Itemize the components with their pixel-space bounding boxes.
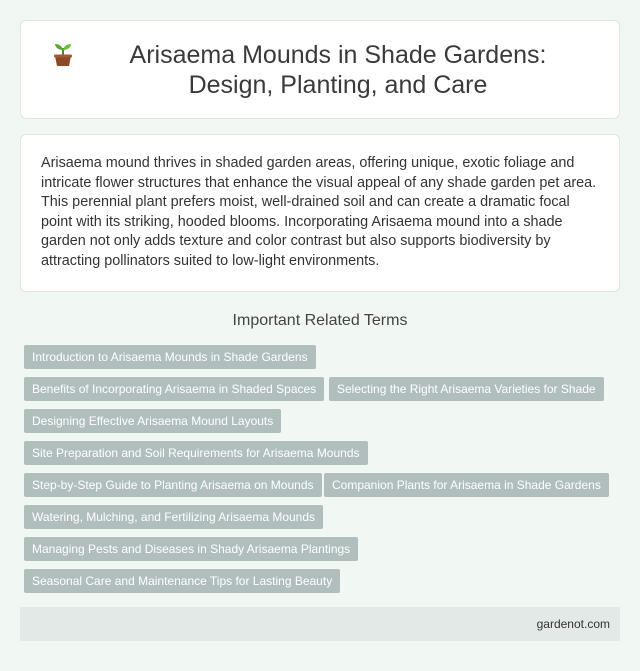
related-term-tag[interactable]: Benefits of Incorporating Arisaema in Shaded Spaces — [24, 377, 324, 401]
related-term-tag[interactable]: Introduction to Arisaema Mounds in Shade Gardens — [24, 345, 316, 369]
related-terms-heading: Important Related Terms — [232, 312, 408, 329]
related-term-tag[interactable]: Step-by-Step Guide to Planting Arisaema on Mounds — [24, 473, 322, 497]
title-row — [52, 40, 588, 100]
related-term-tag[interactable]: Selecting the Right Arisaema Varieties for Shade — [329, 377, 604, 401]
seedling-icon — [52, 42, 74, 68]
related-term-tag[interactable]: Managing Pests and Diseases in Shady Arisaema Plantings — [24, 537, 358, 561]
footer — [20, 607, 620, 641]
related-term-tag[interactable]: Watering, Mulching, and Fertilizing Arisaema Mounds — [24, 505, 323, 529]
related-term-tag[interactable]: Seasonal Care and Maintenance Tips for Lasting Beauty — [24, 569, 340, 593]
related-term-tag[interactable]: Designing Effective Arisaema Mound Layouts — [24, 409, 281, 433]
related-term-tag[interactable]: Companion Plants for Arisaema in Shade Gardens — [324, 473, 609, 497]
related-term-tag[interactable]: Site Preparation and Soil Requirements for Arisaema Mounds — [24, 441, 368, 465]
description-text: Arisaema mound thrives in shaded garden areas, offering unique, exotic foliage and intricate flower structures that enhance the visual appeal of any shade garden pet area. This perennial plant prefers moist, well-drained soil and can create a dramatic focal point with its striking, hooded blooms. Incorporating Arisaema mound into a shade garden not only adds texture and color contrast but also supports biodiversity by attracting pollinators suited to low-light environments. — [41, 155, 597, 269]
footer-site-link[interactable]: gardenot.com — [536, 617, 610, 631]
description-card — [20, 134, 620, 292]
page-title: Arisaema Mounds in Shade Gardens: Design, Planting, and Care — [129, 40, 547, 99]
title-card — [20, 20, 620, 119]
